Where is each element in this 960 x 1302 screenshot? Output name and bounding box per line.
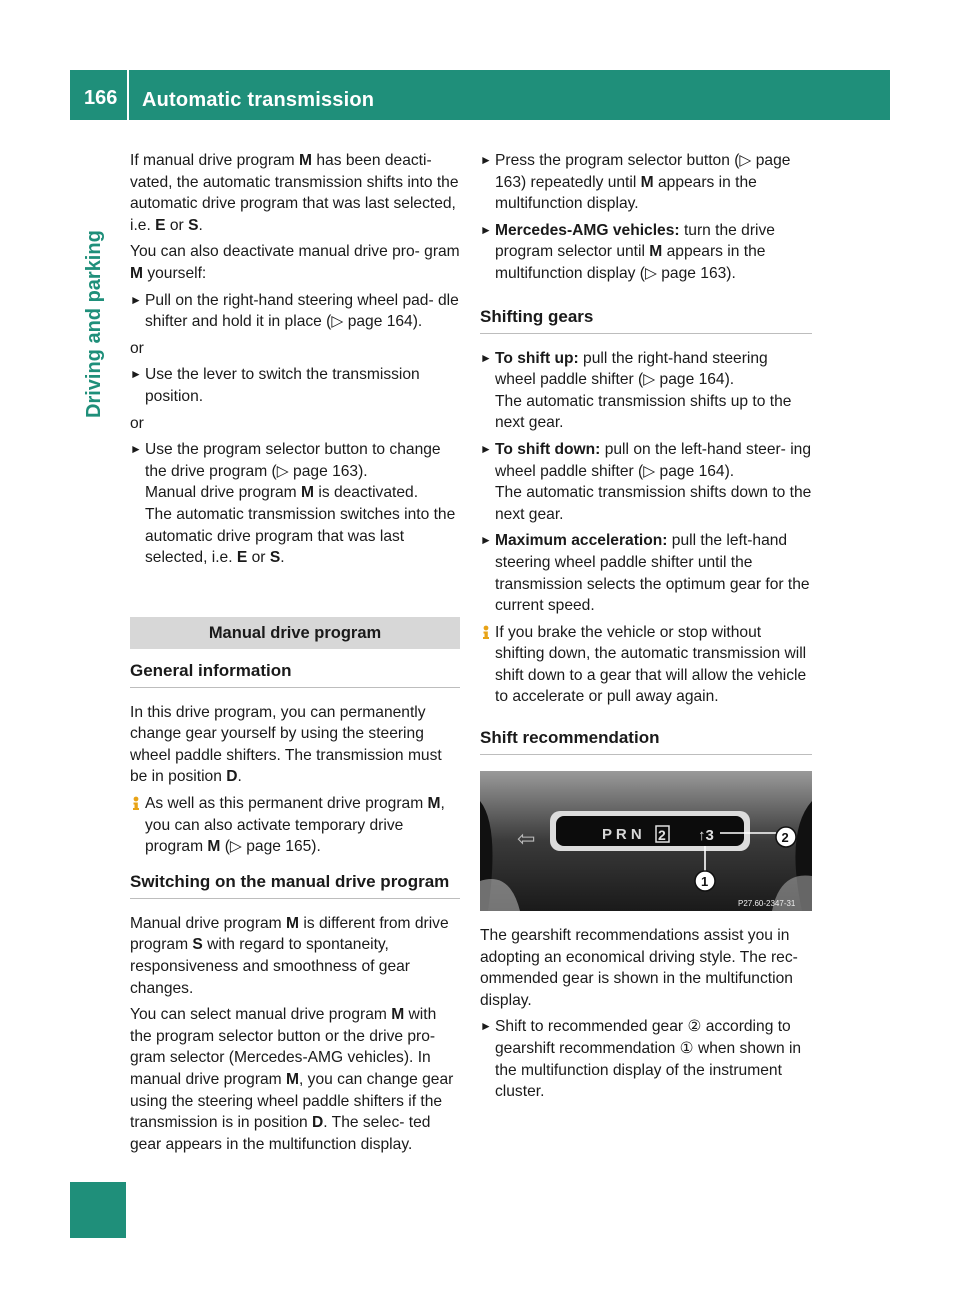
- info-icon: [129, 795, 143, 811]
- step-max-acceleration: ► Maximum acceleration: pull the left-hand steering wheel paddle shifter until the transmission selects the optimum gear for the current speed.: [480, 532, 810, 615]
- recommended-gear: ↑3: [698, 827, 714, 845]
- paragraph-different: Manual drive program M is different from drive program S with regard to spontaneity, responsiveness and smoothness of gear changes.: [130, 914, 449, 997]
- instrument-cluster-illustration: [480, 771, 812, 911]
- paragraph-deactivate-yourself: You can also deactivate manual drive pro- gram M yourself:: [130, 243, 460, 282]
- subheading-shifting-gears: Shifting gears: [480, 305, 812, 334]
- step-pull-paddle: ► Pull on the right-hand steering wheel pad- dle shifter and hold it in place (▷ page 164).: [130, 291, 459, 331]
- paragraph-deactivated: If manual drive program M has been deacti- vated, the automatic transmission shifts into the automatic drive program that was last selected, i.e. E or S.: [130, 152, 459, 234]
- step-selector-button: ► Use the program selector button to change the drive program (▷ page 163). Manual drive program M is deactivated. The automatic transmission switches into the automatic drive program that was last selected, i.e. E or S.: [130, 441, 456, 567]
- paragraph-select-manual: You can select manual drive program M with the program selector button or the drive pro- gram selector (Mercedes-AMG vehicles). In manual drive program M, you can change gear using the steering wheel paddle shifters if the transmission is in position D. The selec- ted gear appears in the multifunction display.: [130, 1006, 454, 1153]
- back-arrow-icon: ⇦: [517, 826, 536, 852]
- step-shift-recommended: ► Shift to recommended gear ② according to gearshift recommendation ① when shown in the multifunction display of the instrument cluster.: [480, 1018, 802, 1101]
- section-heading: Manual drive program: [130, 617, 460, 649]
- figure-code: P27.60-2347-31: [738, 899, 796, 909]
- step-arrow-icon: ►: [130, 292, 142, 307]
- header-divider: [127, 70, 129, 120]
- step-arrow-icon: ►: [130, 367, 142, 382]
- page-number: 166: [84, 87, 118, 109]
- step-shift-down: ► To shift down: pull on the left-hand steer- ing wheel paddle shifter (▷ page 164). The automatic transmission shifts down to the next gear.: [480, 440, 812, 523]
- callout-1-label: 1: [701, 874, 709, 890]
- step-arrow-icon: ►: [480, 350, 492, 365]
- chapter-tab-marker: [70, 1182, 126, 1238]
- step-use-lever: ► Use the lever to switch the transmission position.: [130, 366, 420, 405]
- watermark: carmanualsonline.info: [691, 1272, 954, 1302]
- step-arrow-icon: ►: [480, 222, 492, 237]
- right-column: [480, 150, 812, 1108]
- subheading-general: General information: [130, 659, 460, 688]
- gear-positions: P R N: [602, 826, 642, 844]
- info-note: If you brake the vehicle or stop without shifting down, the automatic transmission will shift down to a gear that will allow the vehicle to accelerate or pull away again.: [480, 622, 812, 708]
- current-gear: 2: [658, 827, 666, 844]
- info-note: As well as this permanent drive program M, you can also activate temporary drive program M (▷ page 165).: [130, 793, 460, 858]
- step-arrow-icon: ►: [480, 1019, 492, 1034]
- step-arrow-icon: ►: [480, 441, 492, 456]
- step-arrow-icon: ►: [480, 153, 492, 167]
- step-shift-up: ► To shift up: pull the right-hand steering wheel paddle shifter (▷ page 164). The automatic transmission shifts up to the next gear.: [480, 349, 792, 432]
- or-text: or: [130, 339, 144, 357]
- callout-2-label: 2: [781, 830, 789, 846]
- step-amg-vehicles: ► Mercedes-AMG vehicles: turn the drive program selector until M appears in the multifunction display (▷ page 163).: [480, 221, 775, 282]
- left-column: [130, 150, 460, 1160]
- instrument-cluster-figure: [480, 771, 812, 911]
- step-arrow-icon: ►: [480, 533, 492, 548]
- subheading-switching-on: Switching on the manual drive program: [130, 870, 460, 899]
- chapter-tab-label: Driving and parking: [83, 230, 105, 418]
- paragraph-general: In this drive program, you can permanently change gear yourself by using the steering wheel paddle shifters. The transmission must be in position D.: [130, 703, 442, 786]
- info-icon: [479, 624, 493, 640]
- page-title: Automatic transmission: [142, 89, 375, 111]
- or-text: or: [130, 414, 144, 432]
- subheading-shift-recommendation: Shift recommendation: [480, 726, 812, 755]
- paragraph-recommendation: The gearshift recommendations assist you in adopting an economical driving style. The rec- ommended gear is shown in the multifunction display.: [480, 927, 798, 1009]
- step-press-selector: ► Press the program selector button (▷ page 163) repeatedly until M appears in the multifunction display.: [480, 152, 791, 213]
- step-arrow-icon: ►: [130, 442, 142, 457]
